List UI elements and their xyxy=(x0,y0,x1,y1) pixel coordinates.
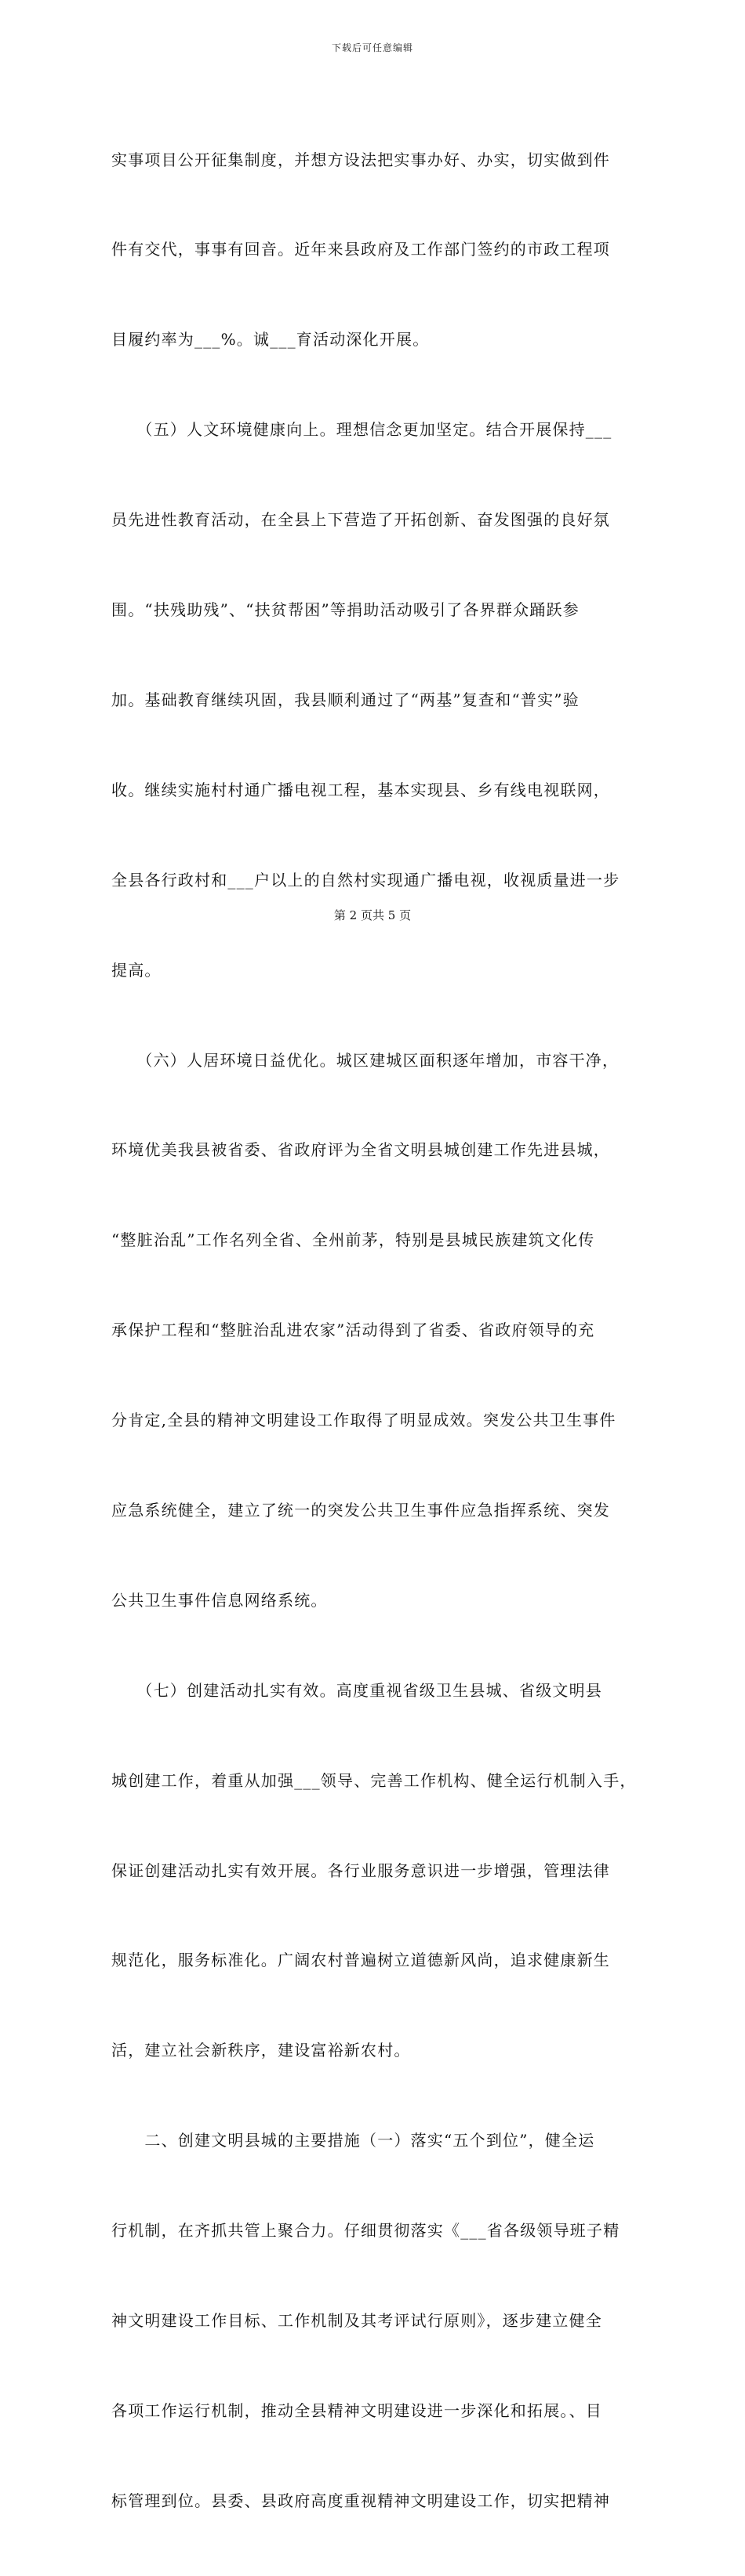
text-line: 实事项目公开征集制度，并想方设法把实事办好、办实，切实做到件 xyxy=(111,150,610,169)
text-line: （七）创建活动扎实有效。高度重视省级卫生县城、省级文明县 xyxy=(111,1680,602,1700)
text-line: “整脏治乱”工作名列全省、全州前茅，特别是县城民族建筑文化传 xyxy=(111,1230,595,1250)
text-line: 收。继续实施村村通广播电视工程，基本实现县、乡有线电视联网， xyxy=(111,780,610,799)
text-line: 环境优美我县被省委、省政府评为全省文明县城创建工作先进县城， xyxy=(111,1140,610,1160)
text-line: 保证创建活动扎实有效开展。各行业服务意识进一步增强，管理法律 xyxy=(111,1860,610,1880)
text-line: 规范化，服务标准化。广阔农村普遍树立道德新风尚，追求健康新生 xyxy=(111,1951,610,1970)
text-line: 承保护工程和“整脏治乱进农家”活动得到了省委、省政府领导的充 xyxy=(111,1321,595,1340)
text-line: 神文明建设工作目标、工作机制及其考评试行原则》，逐步建立健全 xyxy=(111,2310,602,2330)
page-footer: 第 2 页共 5 页 xyxy=(333,908,412,922)
paragraph-block xyxy=(111,85,637,2576)
text-line: 城创建工作，着重从加强___领导、完善工作机构、健全运行机制入手， xyxy=(111,1770,637,1790)
text-line: （六）人居环境日益优化。城区建城区面积逐年增加，市容干净， xyxy=(111,1050,620,1070)
text-line: 各项工作运行机制，推动全县精神文明建设进一步深化和拓展。、目 xyxy=(111,2400,602,2420)
text-line: 公共卫生事件信息网络系统。 xyxy=(111,1590,328,1610)
text-line: 目履约率为___%。诚___育活动深化开展。 xyxy=(111,330,430,350)
text-line: 加。基础教育继续巩固，我县顺利通过了“两基”复查和“普实”验 xyxy=(111,690,580,709)
text-line: 围。“扶残助残”、“扶贫帮困”等捐助活动吸引了各界群众踊跃参 xyxy=(111,600,580,620)
text-line: 标管理到位。县委、县政府高度重视精神文明建设工作，切实把精神 xyxy=(111,2491,610,2510)
text-line: 活，建立社会新秩序，建设富裕新农村。 xyxy=(111,2041,411,2060)
page-header: 下载后可任意编辑 xyxy=(331,42,413,53)
text-line: 件有交代，事事有回音。近年来县政府及工作部门签约的市政工程项 xyxy=(111,240,610,259)
text-line: 提高。 xyxy=(111,960,162,980)
text-line: 员先进性教育活动，在全县上下营造了开拓创新、奋发图强的良好氛 xyxy=(111,510,610,530)
body-text xyxy=(111,85,637,2576)
text-line: （五）人文环境健康向上。理想信念更加坚定。结合开展保持___ xyxy=(111,420,612,440)
text-line: 应急系统健全，建立了统一的突发公共卫生事件应急指挥系统、突发 xyxy=(111,1500,610,1520)
text-line: 行机制，在齐抓共管上聚合力。仔细贯彻落实《___省各级领导班子精 xyxy=(111,2221,620,2241)
text-line: 全县各行政村和___户以上的自然村实现通广播电视，收视质量进一步 xyxy=(111,870,620,889)
text-line: 分肯定,全县的精神文明建设工作取得了明显成效。突发公共卫生事件 xyxy=(111,1411,616,1430)
text-line: 二、创建文明县城的主要措施（一）落实“五个到位”，健全运 xyxy=(111,2131,595,2150)
